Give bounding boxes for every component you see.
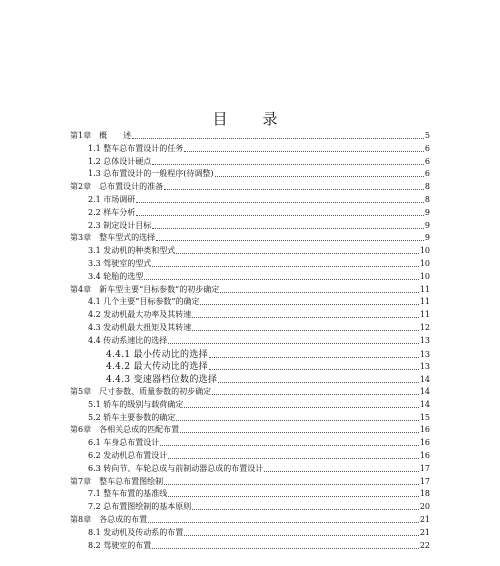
toc-entry-label: 第1章 概 述 — [70, 131, 132, 140]
toc-entry[interactable] — [70, 296, 430, 307]
toc-entry-label: 第4章 新车型主要“目标参数”的初步确定 — [70, 284, 220, 294]
toc-entry[interactable] — [70, 514, 430, 525]
toc-entry[interactable] — [70, 437, 430, 448]
toc-leader-dots — [136, 215, 424, 216]
toc-entry[interactable] — [70, 130, 430, 141]
toc-leader-dots — [192, 317, 419, 318]
toc-entry-page: 12 — [419, 323, 430, 332]
toc-leader-dots — [152, 164, 424, 165]
toc-entry-page: 8 — [424, 195, 430, 204]
toc-entry-label: 7.1 整车布置的基准线 — [88, 489, 168, 499]
toc-entry-page: 21 — [419, 527, 430, 537]
toc-leader-dots — [160, 445, 419, 446]
toc-entry-label: 第6章 各相关总成的匹配布置 — [70, 425, 180, 435]
toc-entry-label: 3.3 驾驶室的型式 — [88, 259, 152, 268]
toc-entry[interactable] — [70, 168, 430, 179]
toc-entry-page: 8 — [424, 182, 430, 192]
toc-entry-page: 9 — [424, 220, 430, 230]
toc-entry-label: 第3章 整车型式的选择 — [70, 233, 156, 243]
toc-entry-page: 6 — [424, 156, 430, 166]
toc-entry[interactable] — [70, 488, 430, 499]
toc-entry-page: 6 — [424, 143, 430, 153]
toc-leader-dots — [264, 471, 419, 472]
toc-entry-label: 1.1 整车总布置设计的任务 — [88, 143, 184, 153]
toc-entry-page: 16 — [419, 438, 430, 448]
toc-entry[interactable] — [70, 412, 430, 423]
toc-entry[interactable] — [70, 348, 430, 360]
toc-leader-dots — [184, 535, 419, 536]
toc-leader-dots — [184, 407, 419, 408]
toc-entry-label: 4.1 几个主要“目标参数”的确定 — [88, 297, 200, 307]
toc-entry-label: 2.3 制定设计目标 — [88, 220, 152, 230]
toc-leader-dots — [156, 240, 424, 241]
toc-entry-label: 第8章 各总成的布置 — [70, 515, 148, 524]
toc-leader-dots — [220, 292, 419, 293]
toc-entry[interactable] — [70, 207, 430, 218]
toc-entry[interactable] — [70, 156, 430, 167]
toc-entry-label: 3.4 轮胎的选型 — [88, 271, 144, 281]
toc-leader-dots — [176, 253, 419, 254]
toc-entry-page: 20 — [419, 502, 430, 512]
toc-entry[interactable] — [70, 450, 430, 461]
toc-entry-label: 4.4.3 变速器档位数的选择 — [106, 375, 218, 386]
toc-leader-dots — [212, 394, 419, 395]
toc-entry[interactable] — [70, 143, 430, 154]
toc-leader-dots — [168, 343, 419, 344]
toc-entry-label: 7.2 总布置图绘制的基本原则 — [88, 502, 192, 512]
toc-entry-page: 9 — [424, 233, 430, 243]
toc-entry-label: 4.4.1 最小传动比的选择 — [106, 349, 208, 360]
toc-entry-label: 8.1 发动机及传动系的布置 — [88, 527, 184, 537]
toc-entry-page: 13 — [419, 335, 430, 345]
toc-entry[interactable] — [70, 220, 430, 231]
toc-entry-label: 1.2 总体设计硬点 — [88, 156, 152, 166]
toc-entry-label: 2.2 样车分析 — [88, 207, 136, 217]
toc-entry-label: 5.2 轿车主要参数的确定 — [88, 412, 176, 422]
toc-leader-dots — [192, 330, 419, 331]
toc-leader-dots — [215, 176, 424, 177]
toc-entry-page: 16 — [419, 451, 430, 460]
toc-leader-dots — [144, 279, 419, 280]
toc-entry-page: 5 — [424, 131, 430, 140]
toc-leader-dots — [168, 458, 419, 459]
toc-entry-page: 11 — [419, 284, 430, 294]
toc-entry-page: 21 — [419, 515, 430, 524]
toc-leader-dots — [152, 548, 419, 549]
toc-entry-page: 15 — [419, 412, 430, 422]
toc-entry-page: 17 — [419, 476, 430, 486]
toc-entry[interactable] — [70, 284, 430, 295]
toc-leader-dots — [164, 484, 419, 485]
toc-entry-page: 14 — [419, 387, 430, 396]
toc-entry-page: 14 — [419, 399, 430, 409]
toc-entry-label: 4.4.2 最大传动比的选择 — [106, 362, 208, 373]
toc-entry-label: 8.2 驾驶室的布置 — [88, 540, 152, 550]
toc-entry[interactable] — [70, 360, 430, 372]
toc-leader-dots — [209, 369, 419, 370]
toc-entry-page: 17 — [419, 463, 430, 473]
toc-entry[interactable] — [70, 258, 430, 269]
toc-leader-dots — [148, 522, 419, 523]
toc-entry-label: 4.4 传动系速比的选择 — [88, 335, 168, 345]
toc-entry-label: 5.1 轿车的级别与载荷确定 — [88, 399, 184, 409]
toc-entry-label: 6.3 转向节、车轮总成与前制动器总成的布置设计 — [88, 463, 264, 473]
toc-leader-dots — [136, 202, 424, 203]
toc-leader-dots — [180, 432, 419, 433]
toc-leader-dots — [184, 151, 424, 152]
toc-entry-label: 6.1 车身总布置设计 — [88, 438, 160, 448]
toc-entry[interactable] — [70, 245, 430, 256]
toc-entry-page: 11 — [419, 310, 430, 320]
toc-entry-page: 10 — [419, 259, 430, 268]
toc-entry-page: 10 — [419, 246, 430, 256]
toc-entry-label: 2.1 市场调研 — [88, 195, 136, 204]
toc-leader-dots — [192, 509, 419, 510]
toc-entry[interactable] — [70, 501, 430, 512]
toc-entry[interactable] — [70, 399, 430, 410]
toc-entry[interactable] — [70, 373, 430, 385]
toc-entry[interactable] — [70, 335, 430, 346]
toc-entry-label: 4.2 发动机最大功率及其转速 — [88, 310, 192, 320]
toc-entry-page: 10 — [419, 271, 430, 281]
toc-title: 目 录 — [212, 110, 288, 128]
toc-entry-label: 第2章 总布置设计的准备 — [70, 182, 164, 192]
toc-entry-label: 6.2 发动机总布置设计 — [88, 451, 168, 460]
toc-leader-dots — [168, 496, 419, 497]
toc-entry[interactable] — [70, 540, 430, 551]
toc-entry-page: 9 — [424, 207, 430, 217]
toc-entry[interactable] — [70, 322, 430, 333]
toc-entry-page: 18 — [419, 489, 430, 499]
toc-leader-dots — [152, 266, 419, 267]
toc-entry[interactable] — [70, 232, 430, 243]
toc-entry[interactable] — [70, 309, 430, 320]
toc-leader-dots — [132, 138, 424, 139]
toc-entry[interactable] — [70, 424, 430, 435]
toc-leader-dots — [218, 382, 419, 383]
toc-entry-page: 16 — [419, 425, 430, 435]
toc-entry-label: 第7章 整车总布置图绘制 — [70, 476, 164, 486]
toc-entry[interactable] — [70, 476, 430, 487]
toc-leader-dots — [200, 304, 418, 305]
toc-entry-page: 22 — [419, 540, 430, 550]
toc-entry[interactable] — [70, 527, 430, 538]
toc-entry[interactable] — [70, 386, 430, 397]
toc-entry-page: 11 — [419, 297, 430, 307]
toc-entry-page: 13 — [419, 349, 430, 359]
toc-entry-label: 1.3 总布置设计的一般程序(待调整) — [88, 169, 214, 179]
toc-entry-page: 13 — [419, 362, 430, 372]
toc-entry[interactable] — [70, 271, 430, 282]
toc-entry-label: 3.1 发动机的种类和型式 — [88, 246, 176, 256]
toc-leader-dots — [209, 357, 419, 358]
toc-entry-label: 4.3 发动机最大扭矩及其转速 — [88, 323, 192, 332]
toc-entry[interactable] — [70, 463, 430, 474]
toc-entry-label: 第5章 尺寸参数、质量参数的初步确定 — [70, 387, 212, 396]
toc-entry-page: 6 — [424, 169, 430, 179]
toc-leader-dots — [152, 228, 424, 229]
toc-entry[interactable] — [70, 181, 430, 192]
toc-entry-page: 14 — [419, 375, 430, 385]
toc-leader-dots — [176, 420, 419, 421]
toc-entry[interactable] — [70, 194, 430, 205]
toc-leader-dots — [164, 189, 424, 190]
